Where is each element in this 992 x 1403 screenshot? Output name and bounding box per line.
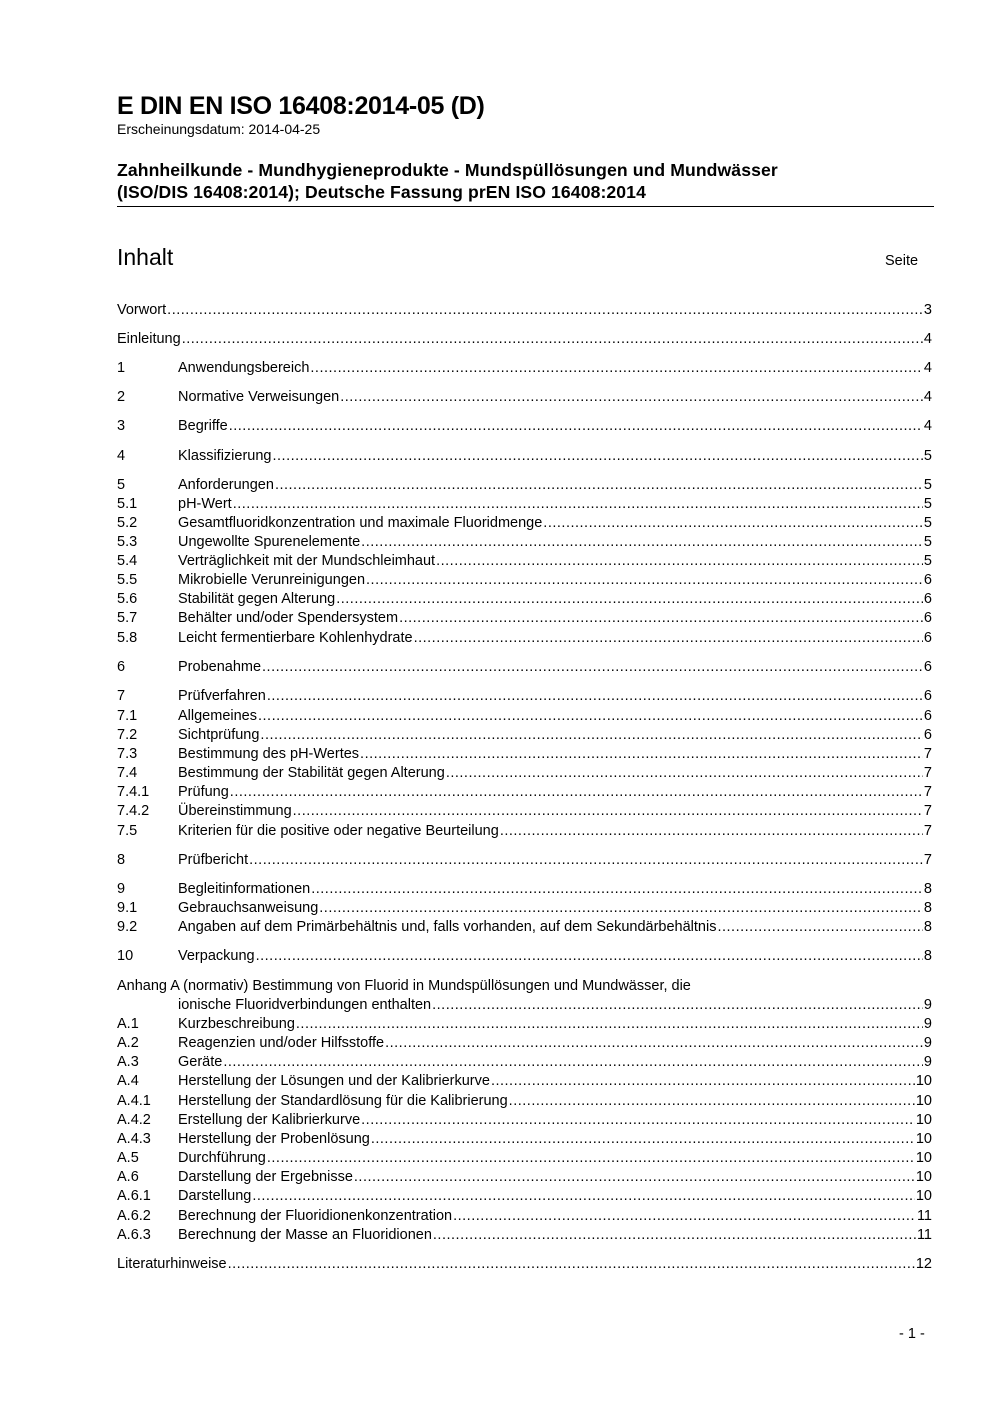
toc-dot-leader — [453, 1207, 916, 1226]
toc-entry-number: 7.1 — [117, 708, 138, 724]
toc-dot-leader — [260, 726, 923, 745]
toc-entry-page: 11 — [916, 1208, 932, 1224]
toc-entry-page: 7 — [923, 852, 932, 868]
toc-entry-title: Sichtprüfung — [178, 727, 260, 743]
toc-entry-number: 5.1 — [117, 496, 138, 512]
toc-entry-title: Durchführung — [178, 1150, 266, 1166]
toc-entry-title: Mikrobielle Verunreinigungen — [178, 572, 366, 588]
toc-entry-title: Gesamtfluoridkonzentration und maximale Fluoridmenge — [178, 515, 543, 531]
toc-entry-title: Prüfung — [178, 784, 229, 800]
toc-dot-leader — [361, 533, 923, 552]
toc-entry-number: 5.8 — [117, 630, 138, 646]
toc-entry-title: Gebrauchsanweisung — [178, 900, 319, 916]
toc-dot-leader — [230, 783, 923, 802]
toc-dot-leader — [293, 802, 923, 821]
toc-dot-leader — [366, 571, 923, 590]
toc-entry-page: 5 — [923, 448, 932, 464]
toc-heading: Inhalt — [117, 244, 174, 270]
toc-entry-page: 9 — [923, 997, 932, 1013]
toc-entry-number: 5.7 — [117, 610, 138, 626]
toc-entry-number: A.4.1 — [117, 1093, 151, 1109]
toc-entry[interactable] — [117, 1072, 932, 1091]
toc-entry-title: Prüfverfahren — [178, 688, 266, 704]
toc-entry-title: Kurzbeschreibung — [178, 1016, 295, 1032]
toc-entry-title: Angaben auf dem Primärbehältnis und, falls vorhanden, auf dem Sekundärbehältnis — [178, 919, 717, 935]
toc-entry-title: ionische Fluoridverbindungen enthalten — [178, 997, 432, 1013]
toc-dot-leader — [399, 609, 923, 628]
toc-entry-title: Geräte — [178, 1054, 223, 1070]
toc-entry[interactable] — [117, 495, 932, 514]
toc-entry[interactable] — [117, 918, 932, 937]
toc-entry-number: A.4 — [117, 1073, 139, 1089]
toc-entry-title: Klassifizierung — [178, 448, 272, 464]
toc-entry-page: 9 — [923, 1035, 932, 1051]
toc-entry-number: 9 — [117, 881, 126, 897]
toc-entry-title: Probenahme — [178, 659, 262, 675]
toc-entry-number: 7.3 — [117, 746, 138, 762]
toc-entry-title: Prüfbericht — [178, 852, 249, 868]
toc-entry[interactable] — [117, 851, 932, 870]
toc-entry-page: 5 — [923, 477, 932, 493]
toc-entry[interactable] — [117, 1053, 932, 1072]
toc-entry-title: Allgemeines — [178, 708, 257, 724]
toc-dot-leader — [336, 590, 923, 609]
toc-entry-number: 5.2 — [117, 515, 138, 531]
toc-entry-page: 10 — [915, 1112, 932, 1128]
toc-entry-number: 5.3 — [117, 534, 138, 550]
toc-entry-title: Übereinstimmung — [178, 803, 292, 819]
toc-entry-title: pH-Wert — [178, 496, 232, 512]
toc-entry[interactable] — [117, 359, 932, 378]
toc-entry[interactable] — [117, 947, 932, 966]
toc-entry-title: Bestimmung des pH-Wertes — [178, 746, 360, 762]
toc-dot-leader — [229, 417, 923, 436]
toc-dot-leader — [311, 880, 923, 899]
toc-entry[interactable] — [117, 629, 932, 648]
toc-dot-leader — [296, 1015, 923, 1034]
toc-entry[interactable] — [117, 1092, 932, 1111]
toc-entry-page: 8 — [923, 948, 932, 964]
toc-dot-leader — [500, 822, 923, 841]
toc-entry-title: Herstellung der Standardlösung für die Kalibrierung — [178, 1093, 508, 1109]
toc-entry-title: Berechnung der Fluoridionenkonzentration — [178, 1208, 453, 1224]
toc-entry-title: Herstellung der Lösungen und der Kalibrierkurve — [178, 1073, 490, 1089]
toc-entry-page: 6 — [923, 727, 932, 743]
toc-entry-page: 10 — [915, 1150, 932, 1166]
toc-entry-page: 4 — [923, 389, 932, 405]
toc-dot-leader — [354, 1168, 915, 1187]
toc-entry-page: 9 — [923, 1016, 932, 1032]
toc-dot-leader — [340, 388, 923, 407]
toc-entry[interactable] — [117, 658, 932, 677]
toc-entry[interactable] — [117, 571, 932, 590]
toc-entry-title: Anwendungsbereich — [178, 360, 310, 376]
toc-entry[interactable] — [117, 514, 932, 533]
toc-entry-number: 4 — [117, 448, 126, 464]
toc-entry[interactable] — [117, 1255, 932, 1274]
toc-entry-number: 10 — [117, 948, 134, 964]
toc-page-column-label: Seite — [885, 253, 919, 269]
toc-entry-number: 2 — [117, 389, 126, 405]
toc-entry-page: 5 — [923, 534, 932, 550]
toc-entry[interactable] — [117, 533, 932, 552]
toc-entry-title: Literaturhinweise — [117, 1256, 227, 1272]
toc-entry-page: 10 — [915, 1073, 932, 1089]
toc-entry[interactable] — [117, 447, 932, 466]
toc-entry-page: 12 — [915, 1256, 932, 1272]
toc-dot-leader — [319, 899, 923, 918]
title-divider — [117, 206, 934, 207]
toc-entry-page: 7 — [923, 784, 932, 800]
document-subject — [117, 159, 937, 203]
toc-entry[interactable] — [117, 417, 932, 436]
toc-entry-title: Reagenzien und/oder Hilfsstoffe — [178, 1035, 385, 1051]
toc-entry[interactable] — [117, 590, 932, 609]
toc-entry-title: Anforderungen — [178, 477, 274, 493]
toc-entry-title: Leicht fermentierbare Kohlenhydrate — [178, 630, 413, 646]
toc-entry-number: 1 — [117, 360, 126, 376]
toc-dot-leader — [361, 1111, 915, 1130]
toc-entry-page: 5 — [923, 553, 932, 569]
toc-entry-title: Begleitinformationen — [178, 881, 311, 897]
toc-entry-number: A.4.2 — [117, 1112, 151, 1128]
toc-entry-page: 10 — [915, 1169, 932, 1185]
toc-dot-leader — [446, 764, 923, 783]
toc-entry-number: A.1 — [117, 1016, 139, 1032]
toc-entry-title: Darstellung — [178, 1188, 252, 1204]
toc-entry[interactable] — [117, 330, 932, 349]
toc-entry[interactable] — [117, 1111, 932, 1130]
document-title: E DIN EN ISO 16408:2014-05 (D) — [117, 92, 485, 120]
toc-dot-leader — [275, 476, 923, 495]
toc-entry-number: A.4.3 — [117, 1131, 151, 1147]
toc-entry-number: 5.5 — [117, 572, 138, 588]
toc-entry[interactable] — [117, 476, 932, 495]
toc-dot-leader — [267, 687, 923, 706]
toc-entry[interactable] — [117, 609, 932, 628]
toc-entry[interactable] — [117, 1149, 932, 1168]
toc-entry-page: 6 — [923, 688, 932, 704]
toc-entry-number: 8 — [117, 852, 126, 868]
toc-dot-leader — [273, 447, 923, 466]
toc-entry[interactable] — [117, 1168, 932, 1187]
toc-entry-title: Kriterien für die positive oder negative Beurteilung — [178, 823, 499, 839]
toc-entry-page: 7 — [923, 823, 932, 839]
toc-entry[interactable] — [117, 388, 932, 407]
toc-entry-page: 11 — [916, 1227, 932, 1243]
toc-dot-leader — [310, 359, 923, 378]
toc-entry[interactable] — [117, 802, 932, 821]
toc-entry-title: Erstellung der Kalibrierkurve — [178, 1112, 361, 1128]
toc-entry-number: A.5 — [117, 1150, 139, 1166]
toc-entry-title: Verträglichkeit mit der Mundschleimhaut — [178, 553, 436, 569]
annex-a-heading: Anhang A (normativ) Bestimmung von Fluorid in Mundspüllösungen und Mundwässer, die — [117, 978, 691, 994]
toc-entry-number: 7.4 — [117, 765, 138, 781]
toc-entry-title: Begriffe — [178, 418, 228, 434]
toc-dot-leader — [433, 1226, 916, 1245]
toc-entry-page: 7 — [923, 803, 932, 819]
toc-entry-page: 6 — [923, 708, 932, 724]
toc-dot-leader — [385, 1034, 923, 1053]
toc-entry-page: 3 — [923, 302, 932, 318]
toc-dot-leader — [228, 1255, 915, 1274]
toc-entry-page: 8 — [923, 881, 932, 897]
toc-entry[interactable] — [117, 899, 932, 918]
toc-entry-page: 9 — [923, 1054, 932, 1070]
toc-entry-number: 6 — [117, 659, 126, 675]
toc-entry-page: 4 — [923, 418, 932, 434]
toc-dot-leader — [267, 1149, 915, 1168]
subject-line-1: Zahnheilkunde - Mundhygieneprodukte - Mundspüllösungen und Mundwässer — [117, 160, 778, 180]
toc-entry[interactable] — [117, 783, 932, 802]
toc-entry-page: 7 — [923, 746, 932, 762]
toc-dot-leader — [252, 1187, 915, 1206]
toc-entry[interactable] — [117, 880, 932, 899]
toc-entry-number: 7 — [117, 688, 126, 704]
toc-entry[interactable] — [117, 996, 932, 1015]
toc-entry[interactable] — [117, 1207, 932, 1226]
publication-date: Erscheinungsdatum: 2014-04-25 — [117, 121, 321, 137]
toc-entry-title: Herstellung der Probenlösung — [178, 1131, 370, 1147]
toc-entry-page: 10 — [915, 1093, 932, 1109]
toc-dot-leader — [360, 745, 923, 764]
toc-entry[interactable] — [117, 1034, 932, 1053]
toc-dot-leader — [436, 552, 923, 571]
toc-entry-title: Berechnung der Masse an Fluoridionen — [178, 1227, 432, 1243]
toc-entry-number: A.6.3 — [117, 1227, 151, 1243]
toc-entry-number: A.6 — [117, 1169, 139, 1185]
toc-entry[interactable] — [117, 687, 932, 706]
toc-entry[interactable] — [117, 1015, 932, 1034]
toc-dot-leader — [256, 947, 923, 966]
toc-entry-number: A.6.1 — [117, 1188, 151, 1204]
toc-entry-page: 4 — [923, 360, 932, 376]
toc-dot-leader — [432, 996, 923, 1015]
toc-entry-title: Verpackung — [178, 948, 255, 964]
toc-entry-number: 9.1 — [117, 900, 138, 916]
toc-dot-leader — [509, 1092, 915, 1111]
toc-entry-title: Behälter und/oder Spendersystem — [178, 610, 399, 626]
toc-entry-page: 8 — [923, 900, 932, 916]
toc-entry[interactable] — [117, 301, 932, 320]
toc-entry-number: 7.4.2 — [117, 803, 150, 819]
toc-entry-number: 3 — [117, 418, 126, 434]
toc-entry-title: Normative Verweisungen — [178, 389, 340, 405]
toc-dot-leader — [167, 301, 923, 320]
toc-entry-page: 6 — [923, 610, 932, 626]
toc-entry-number: 5.6 — [117, 591, 138, 607]
toc-entry-title: Bestimmung der Stabilität gegen Alterung — [178, 765, 445, 781]
toc-entry-title: Ungewollte Spurenelemente — [178, 534, 361, 550]
toc-entry-page: 6 — [923, 572, 932, 588]
toc-entry-page: 4 — [923, 331, 932, 347]
toc-entry[interactable] — [117, 1226, 932, 1245]
toc-entry-number: 7.4.1 — [117, 784, 150, 800]
toc-entry-number: A.2 — [117, 1035, 139, 1051]
toc-entry-page: 5 — [923, 496, 932, 512]
toc-dot-leader — [249, 851, 923, 870]
toc-entry-title: Darstellung der Ergebnisse — [178, 1169, 353, 1185]
toc-entry-page: 7 — [923, 765, 932, 781]
page-number: - 1 - — [899, 1326, 925, 1342]
toc-entry-number: 5 — [117, 477, 126, 493]
toc-entry-title: Vorwort — [117, 302, 167, 318]
toc-entry-number: 5.4 — [117, 553, 138, 569]
toc-dot-leader — [414, 629, 923, 648]
toc-entry-number: A.3 — [117, 1054, 139, 1070]
toc-dot-leader — [233, 495, 923, 514]
toc-entry-number: A.6.2 — [117, 1208, 151, 1224]
toc-dot-leader — [543, 514, 923, 533]
toc-entry-page: 8 — [923, 919, 932, 935]
toc-dot-leader — [491, 1072, 915, 1091]
toc-entry[interactable] — [117, 764, 932, 783]
toc-entry[interactable] — [117, 707, 932, 726]
toc-entry-page: 6 — [923, 591, 932, 607]
toc-entry[interactable] — [117, 745, 932, 764]
toc-dot-leader — [223, 1053, 923, 1072]
toc-dot-leader — [262, 658, 923, 677]
toc-entry-title: Einleitung — [117, 331, 181, 347]
toc-dot-leader — [258, 707, 923, 726]
toc-dot-leader — [371, 1130, 915, 1149]
toc-dot-leader — [717, 918, 922, 937]
toc-entry-page: 5 — [923, 515, 932, 531]
toc-entry-page: 10 — [915, 1131, 932, 1147]
toc-entry-number: 7.2 — [117, 727, 138, 743]
toc-entry-page: 10 — [915, 1188, 932, 1204]
toc-entry[interactable] — [117, 822, 932, 841]
toc-entry[interactable] — [117, 726, 932, 745]
toc-entry[interactable] — [117, 552, 932, 571]
toc-entry-number: 9.2 — [117, 919, 138, 935]
toc-entry-number: 7.5 — [117, 823, 138, 839]
toc-dot-leader — [182, 330, 923, 349]
toc-entry[interactable] — [117, 1130, 932, 1149]
toc-entry-title: Stabilität gegen Alterung — [178, 591, 336, 607]
subject-line-2: (ISO/DIS 16408:2014); Deutsche Fassung prEN ISO 16408:2014 — [117, 182, 646, 202]
toc-entry[interactable] — [117, 1187, 932, 1206]
toc-entry-page: 6 — [923, 630, 932, 646]
toc-entry-page: 6 — [923, 659, 932, 675]
